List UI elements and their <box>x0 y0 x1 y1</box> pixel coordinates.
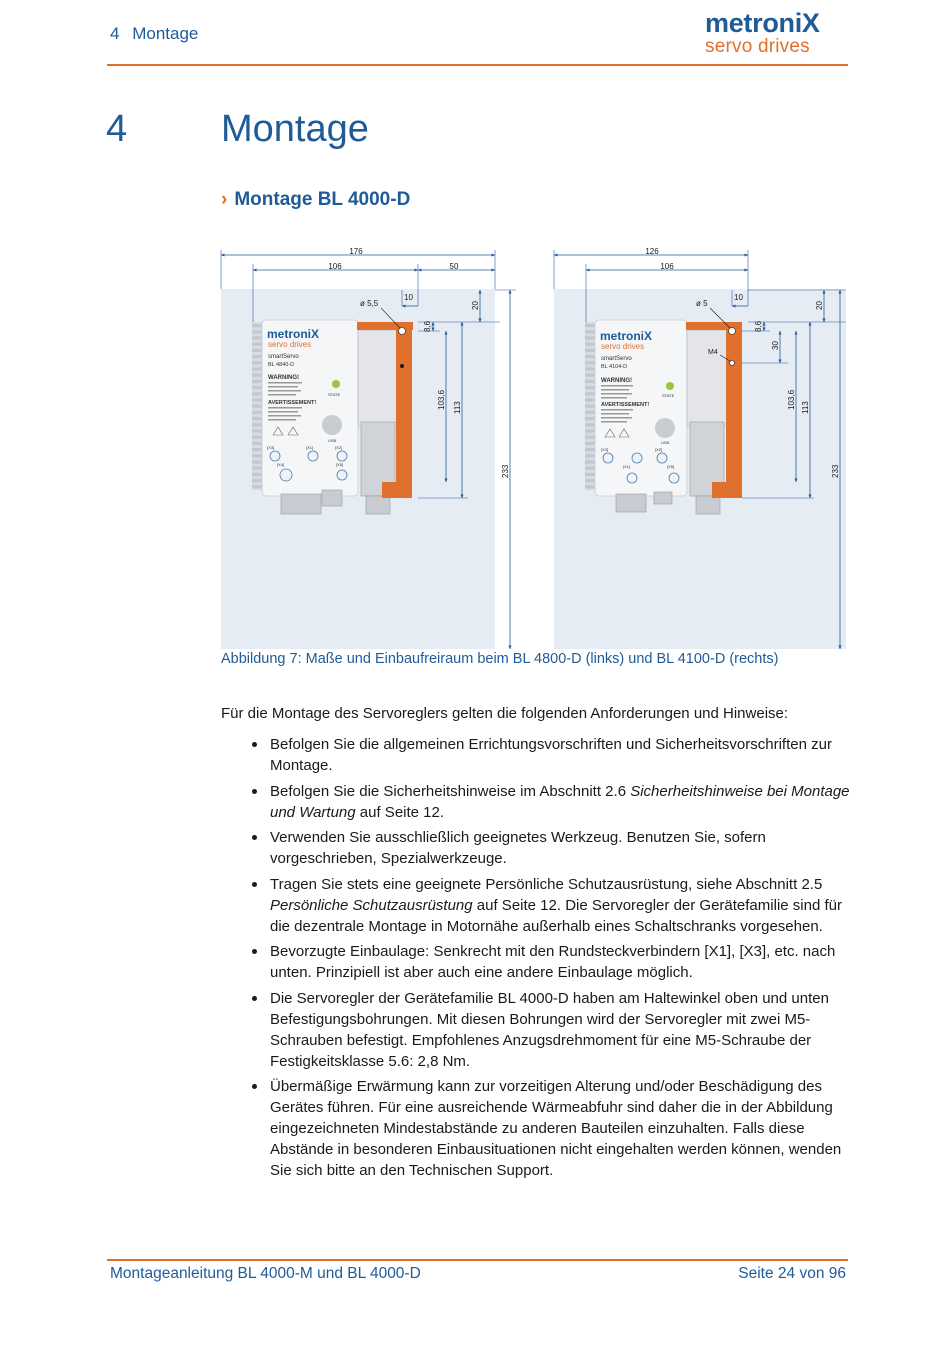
bullet-icon <box>252 789 257 794</box>
left-dim-106: 106 <box>328 262 342 271</box>
right-state-led <box>666 382 674 390</box>
right-device-model: BL 4104-D <box>601 364 628 370</box>
running-header-number: 4 <box>110 24 120 43</box>
left-dim-50: 50 <box>449 262 459 271</box>
dimension-drawing <box>218 242 850 654</box>
footer-rule <box>107 1259 848 1261</box>
left-x2-label: [X2] <box>335 445 343 450</box>
list-item <box>246 1076 851 1181</box>
left-state-led <box>332 380 340 388</box>
left-device-model: BL 4840-D <box>268 362 295 368</box>
list-item-text: Befolgen Sie die allgemeinen Errichtungsvorschriften und Sicherheitsvorschriften zur Montage. <box>270 736 832 774</box>
right-dim-233: 233 <box>831 464 840 478</box>
right-device-brand-sub: servo drives <box>601 342 645 351</box>
left-dim-176: 176 <box>349 247 363 256</box>
list-item <box>246 941 851 983</box>
intro-paragraph: Für die Montage des Servoreglers gelten die folgenden Anforderungen und Hinweise: <box>221 705 789 722</box>
right-device-product: smartServo <box>601 356 632 362</box>
figure-caption: Abbildung 7: Maße und Einbaufreiraum beim BL 4800-D (links) und BL 4100-D (rechts) <box>221 651 779 667</box>
list-item-text: Tragen Sie stets eine geeignete Persönliche Schutzausrüstung, siehe Abschnitt 2.5 <box>270 875 823 893</box>
left-x4-label: [X4] <box>277 462 285 467</box>
bullet-icon <box>252 949 257 954</box>
running-header-title: Montage <box>132 24 199 43</box>
right-x2-label: [X2] <box>655 447 663 452</box>
left-dim-20: 20 <box>471 301 480 310</box>
chapter-title: Montage <box>221 108 369 150</box>
running-header-chapter <box>110 24 198 44</box>
right-dim-126: 126 <box>645 247 659 256</box>
list-item <box>246 827 851 869</box>
left-orange-bracket <box>396 322 412 498</box>
chapter-number: 4 <box>106 108 128 150</box>
list-item <box>246 734 851 776</box>
right-device-avert: AVERTISSEMENT! <box>601 402 650 408</box>
left-x3-label: [X3] <box>267 445 275 450</box>
list-item-text: Befolgen Sie die Sicherheitshinweise im Abschnitt 2.6 <box>270 782 631 800</box>
right-dim-113: 113 <box>801 401 810 414</box>
right-state-label: STATE <box>662 393 675 398</box>
right-x3-label: [X3] <box>601 447 609 452</box>
right-bottom-plug <box>616 494 646 512</box>
bullet-icon <box>252 742 257 747</box>
list-item-text: Verwenden Sie ausschließlich geeignetes Werkzeug. Benutzen Sie, sofern vorgeschrieben, Spezialwerkzeuge. <box>270 829 766 867</box>
left-device-brand: metroniX <box>267 327 320 341</box>
left-device-product: smartServo <box>268 354 299 360</box>
right-device-warning: WARNING! <box>601 378 632 384</box>
left-dim-103-6: 103,6 <box>437 389 446 410</box>
chevron-right-icon: › <box>221 189 228 210</box>
list-item-text: Übermäßige Erwärmung kann zur vorzeitigen Alterung und/oder Beschädigung des Gerätes führen. Für eine ausreichende Wärmeabfuhr sind daher die in der Abbildung eingezeichneten Mindestabstände zu anderen Bauteilen einzuhalten. Falls diese Abstände in besonderen Einbausituationen nicht eingehalten werden können, wenden Sie sich bitte an den Technischen Support. <box>270 1078 842 1179</box>
right-dim-8-6: 8,6 <box>754 320 763 332</box>
logo-wordmark: metroniX <box>705 8 820 38</box>
right-dim-m4: M4 <box>708 349 718 356</box>
list-item-text: auf Seite 12. Die Servoregler der Gerätefamilie sind für die dezentrale Montage in Motornähe außerhalb eines Schaltschranks vorgesehen. <box>270 896 842 935</box>
list-item <box>246 988 851 1072</box>
section-heading <box>221 189 410 211</box>
left-x1-label: [X1] <box>306 445 314 450</box>
right-x5-label: [X5] <box>667 464 675 469</box>
list-item <box>246 781 851 823</box>
right-usb-label: USB <box>661 440 670 445</box>
section-heading-text: Montage BL 4000-D <box>234 189 411 210</box>
dimension-figure <box>218 242 850 654</box>
header-rule <box>107 64 848 66</box>
right-mount-hole-top <box>729 328 736 335</box>
right-orange-bracket <box>726 322 742 498</box>
right-x1-label: [X1] <box>623 464 631 469</box>
left-mount-hole-top <box>399 328 406 335</box>
bullet-icon <box>252 996 257 1001</box>
left-state-label: STATE <box>328 392 341 397</box>
left-usb-cap <box>322 415 342 435</box>
left-x5-label: [X5] <box>336 462 344 467</box>
right-device-drawing <box>554 247 846 649</box>
right-dim-30: 30 <box>771 341 780 350</box>
list-item-text: Die Servoregler der Gerätefamilie BL 4000-D haben am Haltewinkel oben und unten Befestigungsbohrungen. Mit diesen Bohrungen wird der Servoregler mit zwei M5-Schrauben befestigt. Empfohlenes Anzugsdrehmoment für eine M5-Schraube der Festigkeitsklasse 5.6: 2,8 Nm. <box>270 989 829 1070</box>
left-bottom-plug <box>281 494 321 514</box>
bullet-icon <box>252 835 257 840</box>
right-device-brand: metroniX <box>600 329 653 343</box>
left-dim-8-6: 8,6 <box>423 320 432 332</box>
list-item <box>246 874 851 937</box>
cross-reference-title: Persönliche Schutzausrüstung <box>270 896 473 914</box>
left-device-warning: WARNING! <box>268 375 299 381</box>
bullet-icon <box>252 882 257 887</box>
left-dim-113: 113 <box>453 401 462 414</box>
right-m4-hole <box>730 361 735 366</box>
footer-page-number: Seite 24 von 96 <box>738 1265 846 1282</box>
logo-subline: servo drives <box>705 36 810 57</box>
bullet-icon <box>252 1084 257 1089</box>
right-dim-10: 10 <box>734 293 743 302</box>
list-item-text: Bevorzugte Einbaulage: Senkrecht mit den Rundsteckverbindern [X1], [X3], etc. nach unten. Prinzipiell ist aber auch eine andere Einbaulage möglich. <box>270 943 836 981</box>
right-usb-cap <box>655 418 675 438</box>
left-usb-label: USB <box>328 438 337 443</box>
cross-reference-title: Sicherheitshinweise bei Montage und Wartung <box>270 782 850 821</box>
requirements-list <box>246 734 851 1186</box>
footer-document-title: Montageanleitung BL 4000-M und BL 4000-D <box>110 1265 421 1282</box>
right-dim-103-6: 103,6 <box>787 389 796 410</box>
left-device-avert: AVERTISSEMENT! <box>268 400 317 406</box>
right-dim-hole: ø 5 <box>696 299 708 308</box>
metronix-logo <box>703 6 848 56</box>
left-device-drawing <box>221 247 516 649</box>
left-dim-10: 10 <box>404 293 413 302</box>
list-item-text: auf Seite 12. <box>355 803 445 821</box>
right-dim-106: 106 <box>660 262 674 271</box>
left-dim-hole: ø 5,5 <box>360 299 379 308</box>
right-dim-20: 20 <box>815 301 824 310</box>
left-dim-233: 233 <box>501 464 510 478</box>
left-device-brand-sub: servo drives <box>268 340 312 349</box>
